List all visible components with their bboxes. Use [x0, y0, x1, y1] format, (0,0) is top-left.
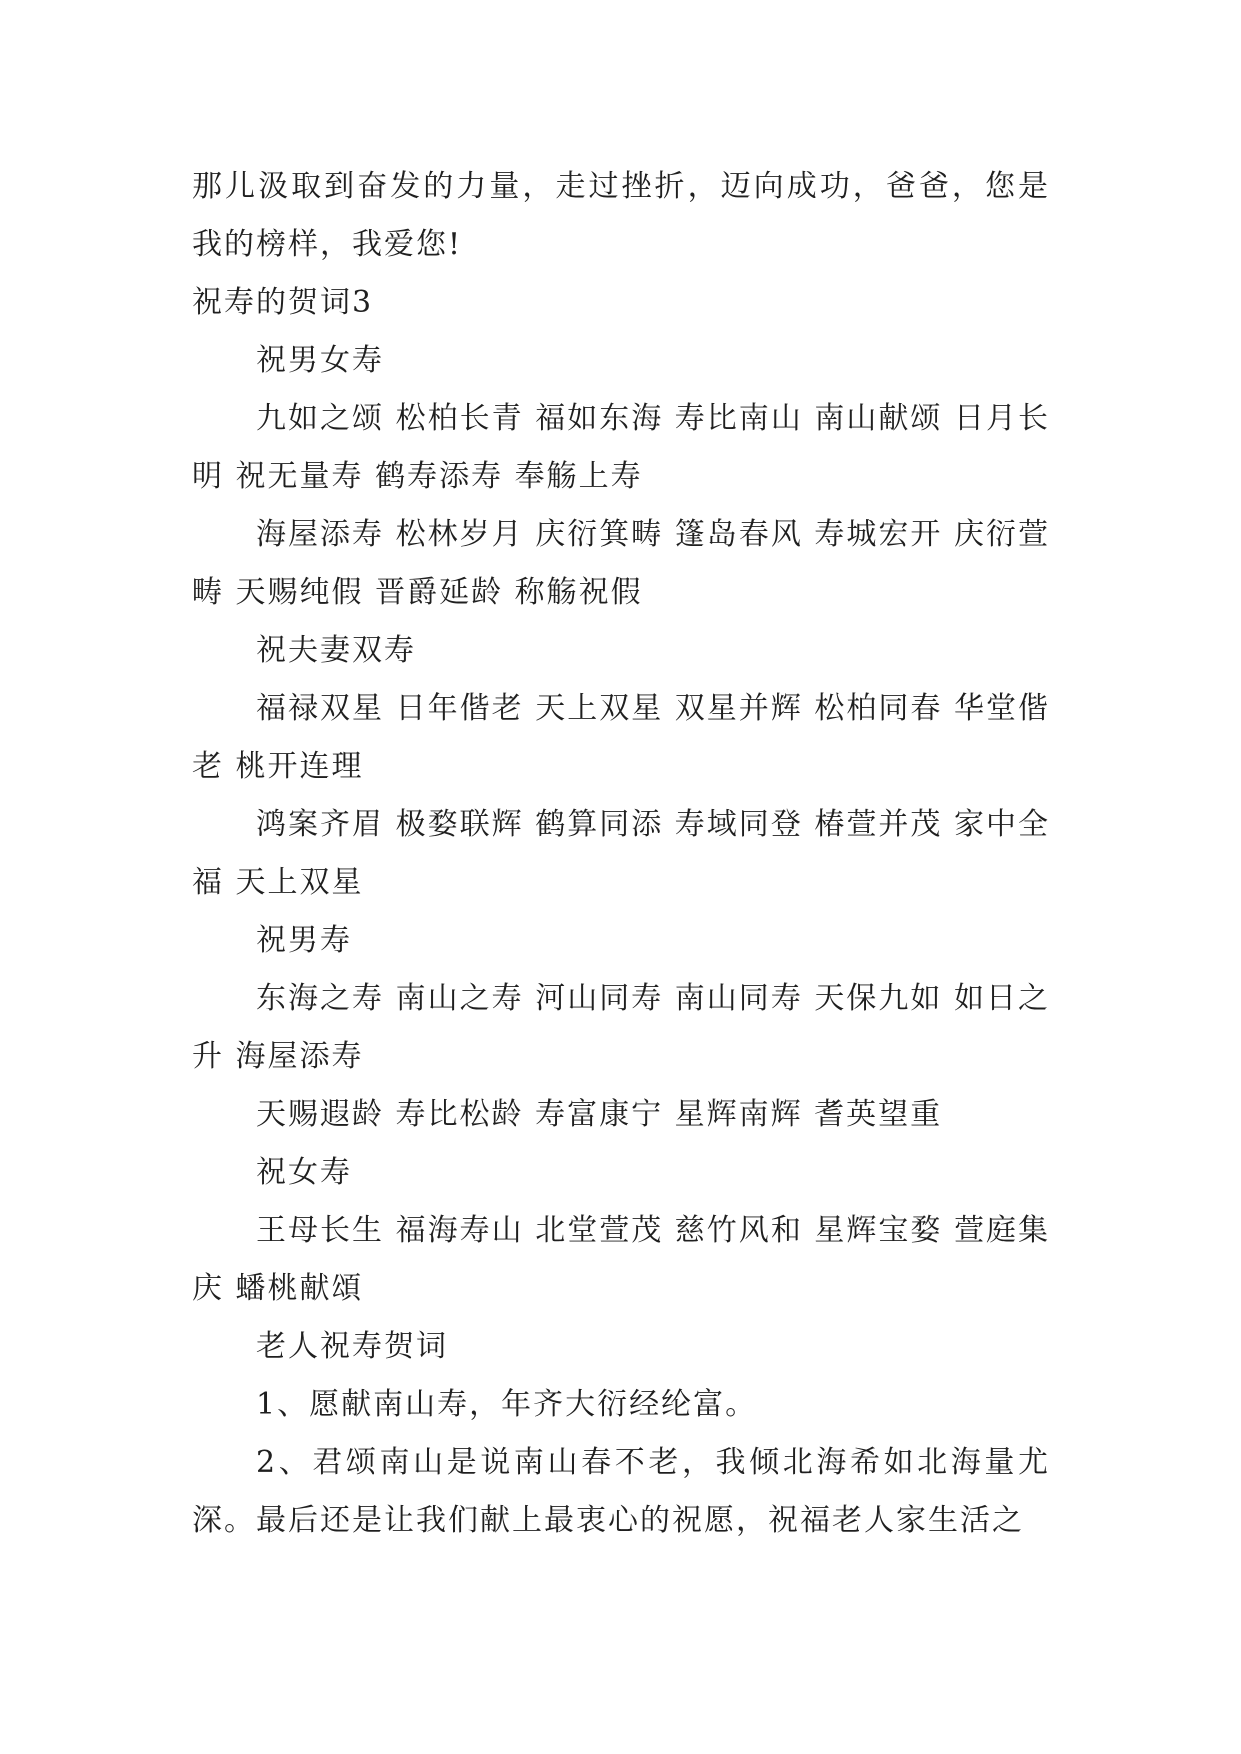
paragraph-phrases-1: 九如之颂 松柏长青 福如东海 寿比南山 南山献颂 日月长明 祝无量寿 鹤寿添寿 奉觞上寿 [192, 401, 1050, 494]
subheading-elder-wishes: 老人祝寿贺词 [256, 1329, 448, 1364]
paragraph-closing-continuation: 那儿汲取到奋发的力量，走过挫折，迈向成功，爸爸，您是我的榜样，我爱您! [192, 169, 1050, 262]
document-body [192, 158, 1050, 1550]
wish-item-1: 1、愿献南山寿，年齐大衍经纶富。 [256, 1387, 758, 1422]
subheading-couple-longevity: 祝夫妻双寿 [256, 633, 416, 668]
paragraph-phrases-5: 东海之寿 南山之寿 河山同寿 南山同寿 天保九如 如日之升 海屋添寿 [192, 981, 1050, 1074]
paragraph-phrases-3: 福禄双星 日年偕老 天上双星 双星并辉 松柏同春 华堂偕老 桃开连理 [192, 691, 1050, 784]
paragraph-phrases-4: 鸿案齐眉 极婺联辉 鹤算同添 寿域同登 椿萱并茂 家中全福 天上双星 [192, 807, 1050, 900]
section-heading: 祝寿的贺词3 [192, 285, 374, 320]
paragraph-phrases-2: 海屋添寿 松林岁月 庆衍箕畴 篷岛春风 寿城宏开 庆衍萱畴 天赐纯假 晋爵延龄 称觞祝假 [192, 517, 1050, 610]
subheading-women-longevity: 祝女寿 [256, 1155, 352, 1190]
paragraph-phrases-6: 天赐遐龄 寿比松龄 寿富康宁 星辉南辉 耆英望重 [256, 1097, 943, 1132]
subheading-men-women-longevity: 祝男女寿 [256, 343, 384, 378]
subheading-men-longevity: 祝男寿 [256, 923, 352, 958]
paragraph-phrases-7: 王母长生 福海寿山 北堂萱茂 慈竹风和 星辉宝婺 萱庭集庆 蟠桃献頌 [192, 1213, 1050, 1306]
wish-item-2: 2、君颂南山是说南山春不老，我倾北海希如北海量尤深。最后还是让我们献上最衷心的祝愿，祝福老人家生活之 [192, 1445, 1050, 1538]
